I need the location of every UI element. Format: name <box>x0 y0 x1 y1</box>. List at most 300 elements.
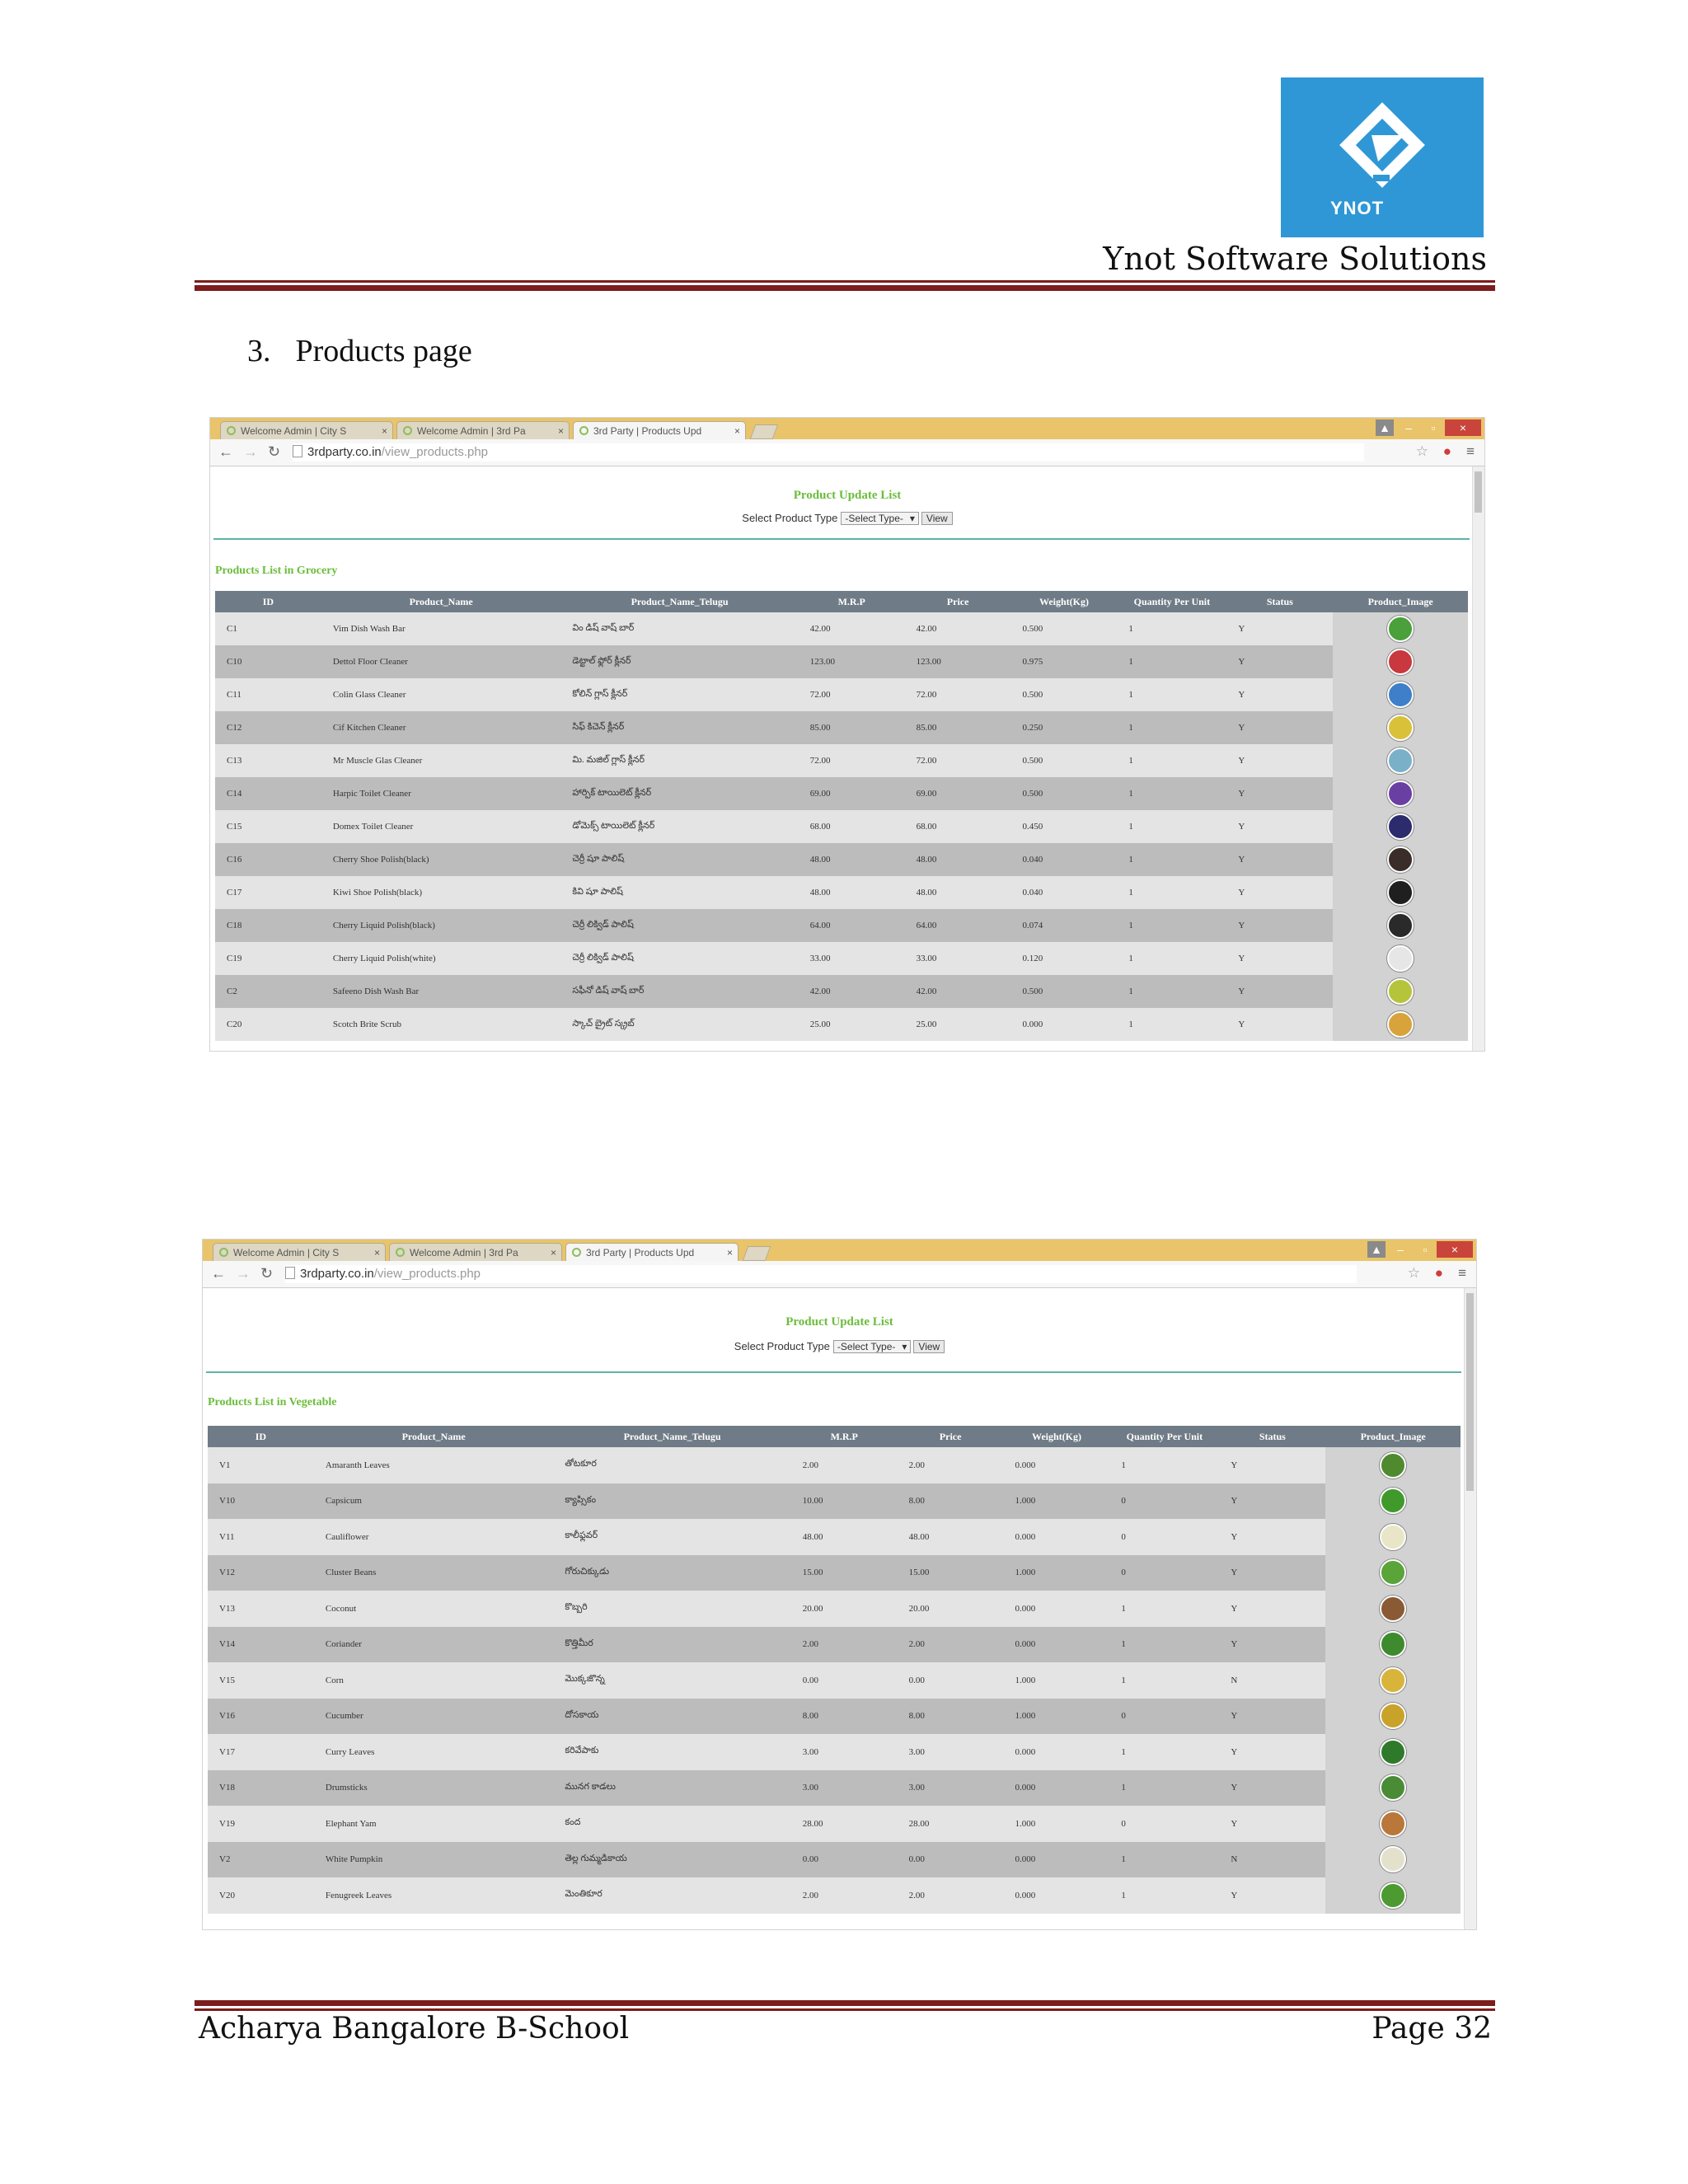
column-header: Quantity Per Unit <box>1117 591 1226 612</box>
cell-id: C15 <box>215 810 321 843</box>
cell-id: V19 <box>208 1806 314 1842</box>
header-rule-thin <box>195 280 1495 283</box>
product-thumbnail <box>1380 1452 1406 1479</box>
cell-name: Cif Kitchen Cleaner <box>321 711 560 744</box>
column-header: Price <box>905 591 1011 612</box>
cell-id: V11 <box>208 1519 314 1555</box>
product-image-cell <box>1325 1806 1461 1842</box>
table-row <box>208 1734 1461 1770</box>
cell-status: Y <box>1219 1734 1325 1770</box>
product-image-cell <box>1333 711 1468 744</box>
cell-status: N <box>1219 1662 1325 1699</box>
product-thumbnail <box>1380 1524 1406 1550</box>
cell-mrp: 64.00 <box>799 909 905 942</box>
user-icon[interactable]: ▲ <box>1376 419 1394 436</box>
back-arrow-icon[interactable]: ← <box>218 443 233 460</box>
cell-qty: 1 <box>1109 1770 1219 1807</box>
table-row <box>208 1699 1461 1735</box>
table-row <box>215 909 1468 942</box>
user-icon[interactable]: ▲ <box>1367 1241 1386 1258</box>
product-image-cell <box>1325 1699 1461 1735</box>
cell-qty: 1 <box>1117 711 1226 744</box>
cell-qty: 1 <box>1117 612 1226 645</box>
product-image-cell <box>1333 678 1468 711</box>
vertical-scrollbar[interactable] <box>1472 466 1484 1051</box>
product-thumbnail <box>1380 1488 1406 1514</box>
cell-mrp: 25.00 <box>799 1008 905 1041</box>
new-tab-button[interactable] <box>750 424 779 439</box>
url-path: /view_products.php <box>381 445 489 459</box>
cell-weight: 0.975 <box>1011 645 1118 678</box>
cell-telugu: డెట్టాల్ ఫ్లోర్ క్లీనర్ <box>560 645 798 678</box>
cell-mrp: 72.00 <box>799 678 905 711</box>
table-header-row <box>208 1426 1461 1447</box>
cell-name: Cluster Beans <box>314 1555 553 1591</box>
select-value: -Select Type- <box>837 1341 896 1352</box>
product-image-cell <box>1325 1519 1461 1555</box>
cell-weight: 0.000 <box>1004 1591 1110 1627</box>
cell-qty: 1 <box>1117 678 1226 711</box>
product-thumbnail <box>1387 912 1414 939</box>
table-row <box>208 1555 1461 1591</box>
cell-weight: 0.000 <box>1004 1770 1110 1807</box>
tab-close-icon[interactable]: × <box>550 1247 556 1258</box>
cell-id: C14 <box>215 777 321 810</box>
cell-qty: 1 <box>1117 909 1226 942</box>
tab-close-icon[interactable]: × <box>726 1247 733 1258</box>
url-input[interactable] <box>285 1265 1357 1283</box>
table-row <box>215 876 1468 909</box>
cell-qty: 1 <box>1117 975 1226 1008</box>
cell-status: N <box>1219 1842 1325 1878</box>
select-value: -Select Type- <box>845 513 903 524</box>
cell-mrp: 20.00 <box>791 1591 898 1627</box>
star-icon[interactable]: ☆ <box>1415 443 1428 459</box>
product-thumbnail <box>1387 813 1414 840</box>
cell-status: Y <box>1226 744 1333 777</box>
cell-name: Capsicum <box>314 1483 553 1520</box>
cell-telugu: గోరుచిక్కుడు <box>553 1555 790 1591</box>
page-title: Product Update List <box>785 1315 893 1329</box>
menu-icon[interactable]: ≡ <box>1466 443 1475 459</box>
cell-name: Safeeno Dish Wash Bar <box>321 975 560 1008</box>
table-row <box>208 1770 1461 1807</box>
table-body <box>215 612 1468 1041</box>
cell-name: Dettol Floor Cleaner <box>321 645 560 678</box>
tab-close-icon[interactable]: × <box>381 425 387 437</box>
cell-name: Elephant Yam <box>314 1806 553 1842</box>
cell-status: Y <box>1226 1008 1333 1041</box>
maximize-button[interactable]: ▫ <box>1423 1243 1428 1256</box>
cell-name: White Pumpkin <box>314 1842 553 1878</box>
cell-status: Y <box>1226 777 1333 810</box>
ynot-logo <box>1281 77 1484 237</box>
products-table <box>215 591 1468 1041</box>
tab-favicon-icon <box>396 1248 405 1257</box>
column-header: ID <box>215 591 321 612</box>
cell-weight: 1.000 <box>1004 1662 1110 1699</box>
cell-weight: 0.500 <box>1011 777 1118 810</box>
cell-mrp: 15.00 <box>791 1555 898 1591</box>
cell-id: V17 <box>208 1734 314 1770</box>
cell-id: C12 <box>215 711 321 744</box>
view-button[interactable]: View <box>913 1340 945 1353</box>
tab-close-icon[interactable]: × <box>734 425 740 437</box>
page-title: Product Update List <box>793 489 902 502</box>
product-thumbnail <box>1387 1011 1414 1038</box>
cell-weight: 0.000 <box>1004 1734 1110 1770</box>
cell-qty: 1 <box>1109 1734 1219 1770</box>
cell-status: Y <box>1226 711 1333 744</box>
window-close-button[interactable]: × <box>1437 1241 1473 1258</box>
adblock-icon[interactable]: ● <box>1434 1265 1443 1281</box>
cell-qty: 0 <box>1109 1483 1219 1520</box>
cell-telugu: చెర్రీ లిక్విడ్ పాలిష్ <box>560 942 798 975</box>
cell-id: V1 <box>208 1447 314 1483</box>
url-path: /view_products.php <box>373 1267 481 1281</box>
cell-price: 85.00 <box>905 711 1011 744</box>
table-row <box>215 1008 1468 1041</box>
cell-id: C13 <box>215 744 321 777</box>
cell-qty: 1 <box>1117 942 1226 975</box>
product-thumbnail <box>1387 748 1414 774</box>
products-table <box>208 1426 1461 1914</box>
footer-rule-thick <box>195 2000 1495 2006</box>
cell-mrp: 0.00 <box>791 1662 898 1699</box>
cell-price: 2.00 <box>898 1877 1004 1914</box>
cell-id: V18 <box>208 1770 314 1807</box>
product-thumbnail <box>1380 1703 1406 1729</box>
cell-mrp: 33.00 <box>799 942 905 975</box>
table-row <box>215 612 1468 645</box>
table-header-row <box>215 591 1468 612</box>
cell-name: Scotch Brite Scrub <box>321 1008 560 1041</box>
table-row <box>208 1842 1461 1878</box>
product-thumbnail <box>1380 1596 1406 1622</box>
tab-favicon-icon <box>403 426 412 435</box>
cell-status: Y <box>1219 1877 1325 1914</box>
tab-label: 3rd Party | Products Upd <box>593 425 702 437</box>
column-header: Status <box>1226 591 1333 612</box>
browser-tab[interactable] <box>573 421 746 439</box>
cell-price: 72.00 <box>905 744 1011 777</box>
table-row <box>208 1806 1461 1842</box>
view-button[interactable]: View <box>921 512 953 525</box>
table-row <box>208 1591 1461 1627</box>
cell-telugu: మెంతికూర <box>553 1877 790 1914</box>
cell-qty: 1 <box>1109 1447 1219 1483</box>
cell-qty: 1 <box>1109 1877 1219 1914</box>
browser-tab[interactable] <box>213 1243 386 1261</box>
reload-icon[interactable]: ↻ <box>268 443 281 460</box>
column-header: M.R.P <box>799 591 905 612</box>
section-divider <box>213 538 1470 540</box>
cell-id: C10 <box>215 645 321 678</box>
column-header: Product_Name_Telugu <box>560 591 798 612</box>
cell-price: 0.00 <box>898 1842 1004 1878</box>
cell-price: 42.00 <box>905 975 1011 1008</box>
cell-telugu: కంద <box>553 1806 790 1842</box>
cell-mrp: 48.00 <box>799 876 905 909</box>
cell-qty: 0 <box>1109 1699 1219 1735</box>
cell-price: 8.00 <box>898 1483 1004 1520</box>
cell-telugu: కొబ్బరి <box>553 1591 790 1627</box>
product-image-cell <box>1325 1877 1461 1914</box>
cell-price: 3.00 <box>898 1770 1004 1807</box>
tab-close-icon[interactable]: × <box>557 425 564 437</box>
minimize-button[interactable]: – <box>1397 1243 1404 1256</box>
cell-status: Y <box>1226 678 1333 711</box>
cell-price: 8.00 <box>898 1699 1004 1735</box>
table-head <box>208 1426 1461 1447</box>
cell-status: Y <box>1226 612 1333 645</box>
cell-qty: 1 <box>1117 876 1226 909</box>
cell-weight: 0.250 <box>1011 711 1118 744</box>
cell-price: 123.00 <box>905 645 1011 678</box>
product-thumbnail <box>1380 1739 1406 1765</box>
cell-name: Cherry Liquid Polish(white) <box>321 942 560 975</box>
cell-telugu: సఫీనో డిష్ వాష్ బార్ <box>560 975 798 1008</box>
product-image-cell <box>1333 645 1468 678</box>
forward-arrow-icon[interactable]: → <box>243 443 258 460</box>
table-row <box>215 942 1468 975</box>
table-row <box>215 777 1468 810</box>
list-title: Products List in Vegetable <box>208 1396 337 1408</box>
tab-label: 3rd Party | Products Upd <box>586 1247 695 1258</box>
cell-mrp: 2.00 <box>791 1447 898 1483</box>
cell-weight: 0.000 <box>1004 1627 1110 1663</box>
cell-telugu: హార్పిక్ టాయిలెట్ క్లీనర్ <box>560 777 798 810</box>
cell-weight: 1.000 <box>1004 1806 1110 1842</box>
product-image-cell <box>1325 1662 1461 1699</box>
product-image-cell <box>1333 942 1468 975</box>
product-thumbnail <box>1387 945 1414 972</box>
table-row <box>215 645 1468 678</box>
tab-close-icon[interactable]: × <box>373 1247 380 1258</box>
product-type-select[interactable] <box>841 512 919 525</box>
address-bar-row <box>210 439 1484 466</box>
cell-mrp: 0.00 <box>791 1842 898 1878</box>
product-image-cell <box>1325 1447 1461 1483</box>
cell-qty: 1 <box>1117 810 1226 843</box>
cell-mrp: 123.00 <box>799 645 905 678</box>
cell-mrp: 48.00 <box>799 843 905 876</box>
cell-telugu: స్కాచ్ బ్రైట్ స్క్రబ్ <box>560 1008 798 1041</box>
cell-status: Y <box>1219 1591 1325 1627</box>
back-arrow-icon[interactable]: ← <box>211 1265 226 1282</box>
product-image-cell <box>1325 1627 1461 1663</box>
table-row <box>208 1519 1461 1555</box>
browser-tab[interactable] <box>220 421 393 439</box>
browser-tab[interactable] <box>396 421 570 439</box>
cell-mrp: 2.00 <box>791 1877 898 1914</box>
reload-icon[interactable]: ↻ <box>260 1265 274 1282</box>
browser-titlebar <box>203 1240 1476 1261</box>
cell-mrp: 3.00 <box>791 1734 898 1770</box>
cell-weight: 0.000 <box>1011 1008 1118 1041</box>
forward-arrow-icon[interactable]: → <box>236 1265 251 1282</box>
cell-status: Y <box>1219 1447 1325 1483</box>
column-header: Price <box>898 1426 1004 1447</box>
cell-price: 68.00 <box>905 810 1011 843</box>
cell-weight: 0.000 <box>1004 1519 1110 1555</box>
cell-weight: 0.040 <box>1011 876 1118 909</box>
cell-qty: 1 <box>1109 1842 1219 1878</box>
cell-qty: 1 <box>1109 1591 1219 1627</box>
tab-label: Welcome Admin | 3rd Pa <box>410 1247 518 1258</box>
tab-label: Welcome Admin | City S <box>241 425 347 437</box>
cell-weight: 0.500 <box>1011 975 1118 1008</box>
adblock-icon[interactable]: ● <box>1442 443 1451 459</box>
cell-price: 64.00 <box>905 909 1011 942</box>
cell-price: 15.00 <box>898 1555 1004 1591</box>
browser-titlebar <box>210 418 1484 439</box>
cell-qty: 1 <box>1117 843 1226 876</box>
cell-status: Y <box>1219 1519 1325 1555</box>
cell-weight: 1.000 <box>1004 1699 1110 1735</box>
table-row <box>215 744 1468 777</box>
product-thumbnail <box>1387 846 1414 873</box>
cell-price: 20.00 <box>898 1591 1004 1627</box>
url-host: 3rdparty.co.in <box>307 445 382 459</box>
cell-mrp: 72.00 <box>799 744 905 777</box>
cell-status: Y <box>1226 975 1333 1008</box>
page-icon <box>293 445 302 457</box>
footer-institution: Acharya Bangalore B-School <box>199 2012 630 2046</box>
logo-text: YNOT <box>1330 198 1385 218</box>
menu-icon[interactable]: ≡ <box>1458 1265 1466 1281</box>
cell-id: V20 <box>208 1877 314 1914</box>
cell-qty: 0 <box>1109 1519 1219 1555</box>
cell-mrp: 42.00 <box>799 612 905 645</box>
product-thumbnail <box>1380 1846 1406 1872</box>
column-header: Product_Image <box>1333 591 1468 612</box>
page-icon <box>285 1267 295 1279</box>
url-input[interactable] <box>293 443 1364 462</box>
cell-telugu: మి. మజిల్ గ్లాస్ క్లీనర్ <box>560 744 798 777</box>
cell-weight: 0.000 <box>1004 1842 1110 1878</box>
product-thumbnail <box>1387 616 1414 642</box>
column-header: Product_Name <box>314 1426 553 1447</box>
page-number: Page 32 <box>1372 2012 1492 2046</box>
select-label: Select Product Type <box>742 512 838 524</box>
footer-rule-thin <box>195 2008 1495 2011</box>
company-name: Ynot Software Solutions <box>1103 241 1487 277</box>
star-icon[interactable]: ☆ <box>1407 1265 1420 1281</box>
cell-status: Y <box>1226 645 1333 678</box>
section-heading <box>247 333 472 369</box>
cell-qty: 0 <box>1109 1555 1219 1591</box>
cell-status: Y <box>1226 942 1333 975</box>
cell-price: 33.00 <box>905 942 1011 975</box>
tab-favicon-icon <box>579 426 588 435</box>
product-image-cell <box>1333 612 1468 645</box>
cell-qty: 0 <box>1109 1806 1219 1842</box>
cell-telugu: కాలీఫ్లవర్ <box>553 1519 790 1555</box>
cell-name: Coriander <box>314 1627 553 1663</box>
product-image-cell <box>1333 876 1468 909</box>
browser-tab[interactable] <box>389 1243 562 1261</box>
product-thumbnail <box>1380 1631 1406 1657</box>
maximize-button[interactable]: ▫ <box>1431 421 1436 434</box>
cell-qty: 1 <box>1109 1662 1219 1699</box>
cell-status: Y <box>1219 1555 1325 1591</box>
cell-status: Y <box>1219 1770 1325 1807</box>
cell-telugu: సిఫ్ కిచెన్ క్లీనర్ <box>560 711 798 744</box>
cell-id: V10 <box>208 1483 314 1520</box>
product-thumbnail <box>1380 1882 1406 1909</box>
new-tab-button[interactable] <box>743 1246 771 1261</box>
cell-name: Amaranth Leaves <box>314 1447 553 1483</box>
table-row <box>208 1483 1461 1520</box>
cell-qty: 1 <box>1117 744 1226 777</box>
address-bar-row <box>203 1261 1476 1288</box>
product-thumbnail <box>1387 682 1414 708</box>
list-title: Products List in Grocery <box>215 565 338 577</box>
cell-name: Harpic Toilet Cleaner <box>321 777 560 810</box>
tab-favicon-icon <box>219 1248 228 1257</box>
column-header: Product_Name_Telugu <box>553 1426 790 1447</box>
cell-status: Y <box>1219 1483 1325 1520</box>
cell-price: 48.00 <box>905 876 1011 909</box>
minimize-button[interactable]: – <box>1405 421 1412 434</box>
table-row <box>208 1627 1461 1663</box>
cell-status: Y <box>1219 1806 1325 1842</box>
table-row <box>208 1447 1461 1483</box>
cell-mrp: 69.00 <box>799 777 905 810</box>
cell-name: Coconut <box>314 1591 553 1627</box>
cell-price: 48.00 <box>905 843 1011 876</box>
table-row <box>215 810 1468 843</box>
cell-mrp: 48.00 <box>791 1519 898 1555</box>
table-row <box>215 678 1468 711</box>
browser-tab[interactable] <box>565 1243 738 1261</box>
cell-telugu: తెల్ల గుమ్మడికాయ <box>553 1842 790 1878</box>
browser-screenshot-vegetable <box>202 1239 1477 1930</box>
cell-mrp: 10.00 <box>791 1483 898 1520</box>
cell-name: Fenugreek Leaves <box>314 1877 553 1914</box>
cell-telugu: క్యాప్సికం <box>553 1483 790 1520</box>
tab-label: Welcome Admin | City S <box>233 1247 340 1258</box>
cell-name: Colin Glass Cleaner <box>321 678 560 711</box>
cell-name: Vim Dish Wash Bar <box>321 612 560 645</box>
cell-weight: 1.000 <box>1004 1555 1110 1591</box>
cell-status: Y <box>1226 909 1333 942</box>
url-host: 3rdparty.co.in <box>300 1267 374 1281</box>
cell-price: 48.00 <box>898 1519 1004 1555</box>
section-number: 3. <box>247 334 271 368</box>
cell-name: Curry Leaves <box>314 1734 553 1770</box>
section-divider <box>206 1371 1461 1373</box>
cell-status: Y <box>1219 1627 1325 1663</box>
product-image-cell <box>1325 1734 1461 1770</box>
section-title: Products page <box>295 334 472 368</box>
cell-weight: 0.120 <box>1011 942 1118 975</box>
cell-mrp: 68.00 <box>799 810 905 843</box>
window-close-button[interactable]: × <box>1445 419 1481 436</box>
cell-id: V14 <box>208 1627 314 1663</box>
product-type-select[interactable] <box>833 1340 912 1353</box>
product-image-cell <box>1325 1483 1461 1520</box>
cell-id: C16 <box>215 843 321 876</box>
cell-mrp: 28.00 <box>791 1806 898 1842</box>
product-type-filter <box>210 512 1484 525</box>
vertical-scrollbar[interactable] <box>1464 1288 1476 1929</box>
table-body <box>208 1447 1461 1914</box>
cell-telugu: మొక్కజొన్న <box>553 1662 790 1699</box>
product-thumbnail <box>1380 1811 1406 1837</box>
product-image-cell <box>1333 810 1468 843</box>
